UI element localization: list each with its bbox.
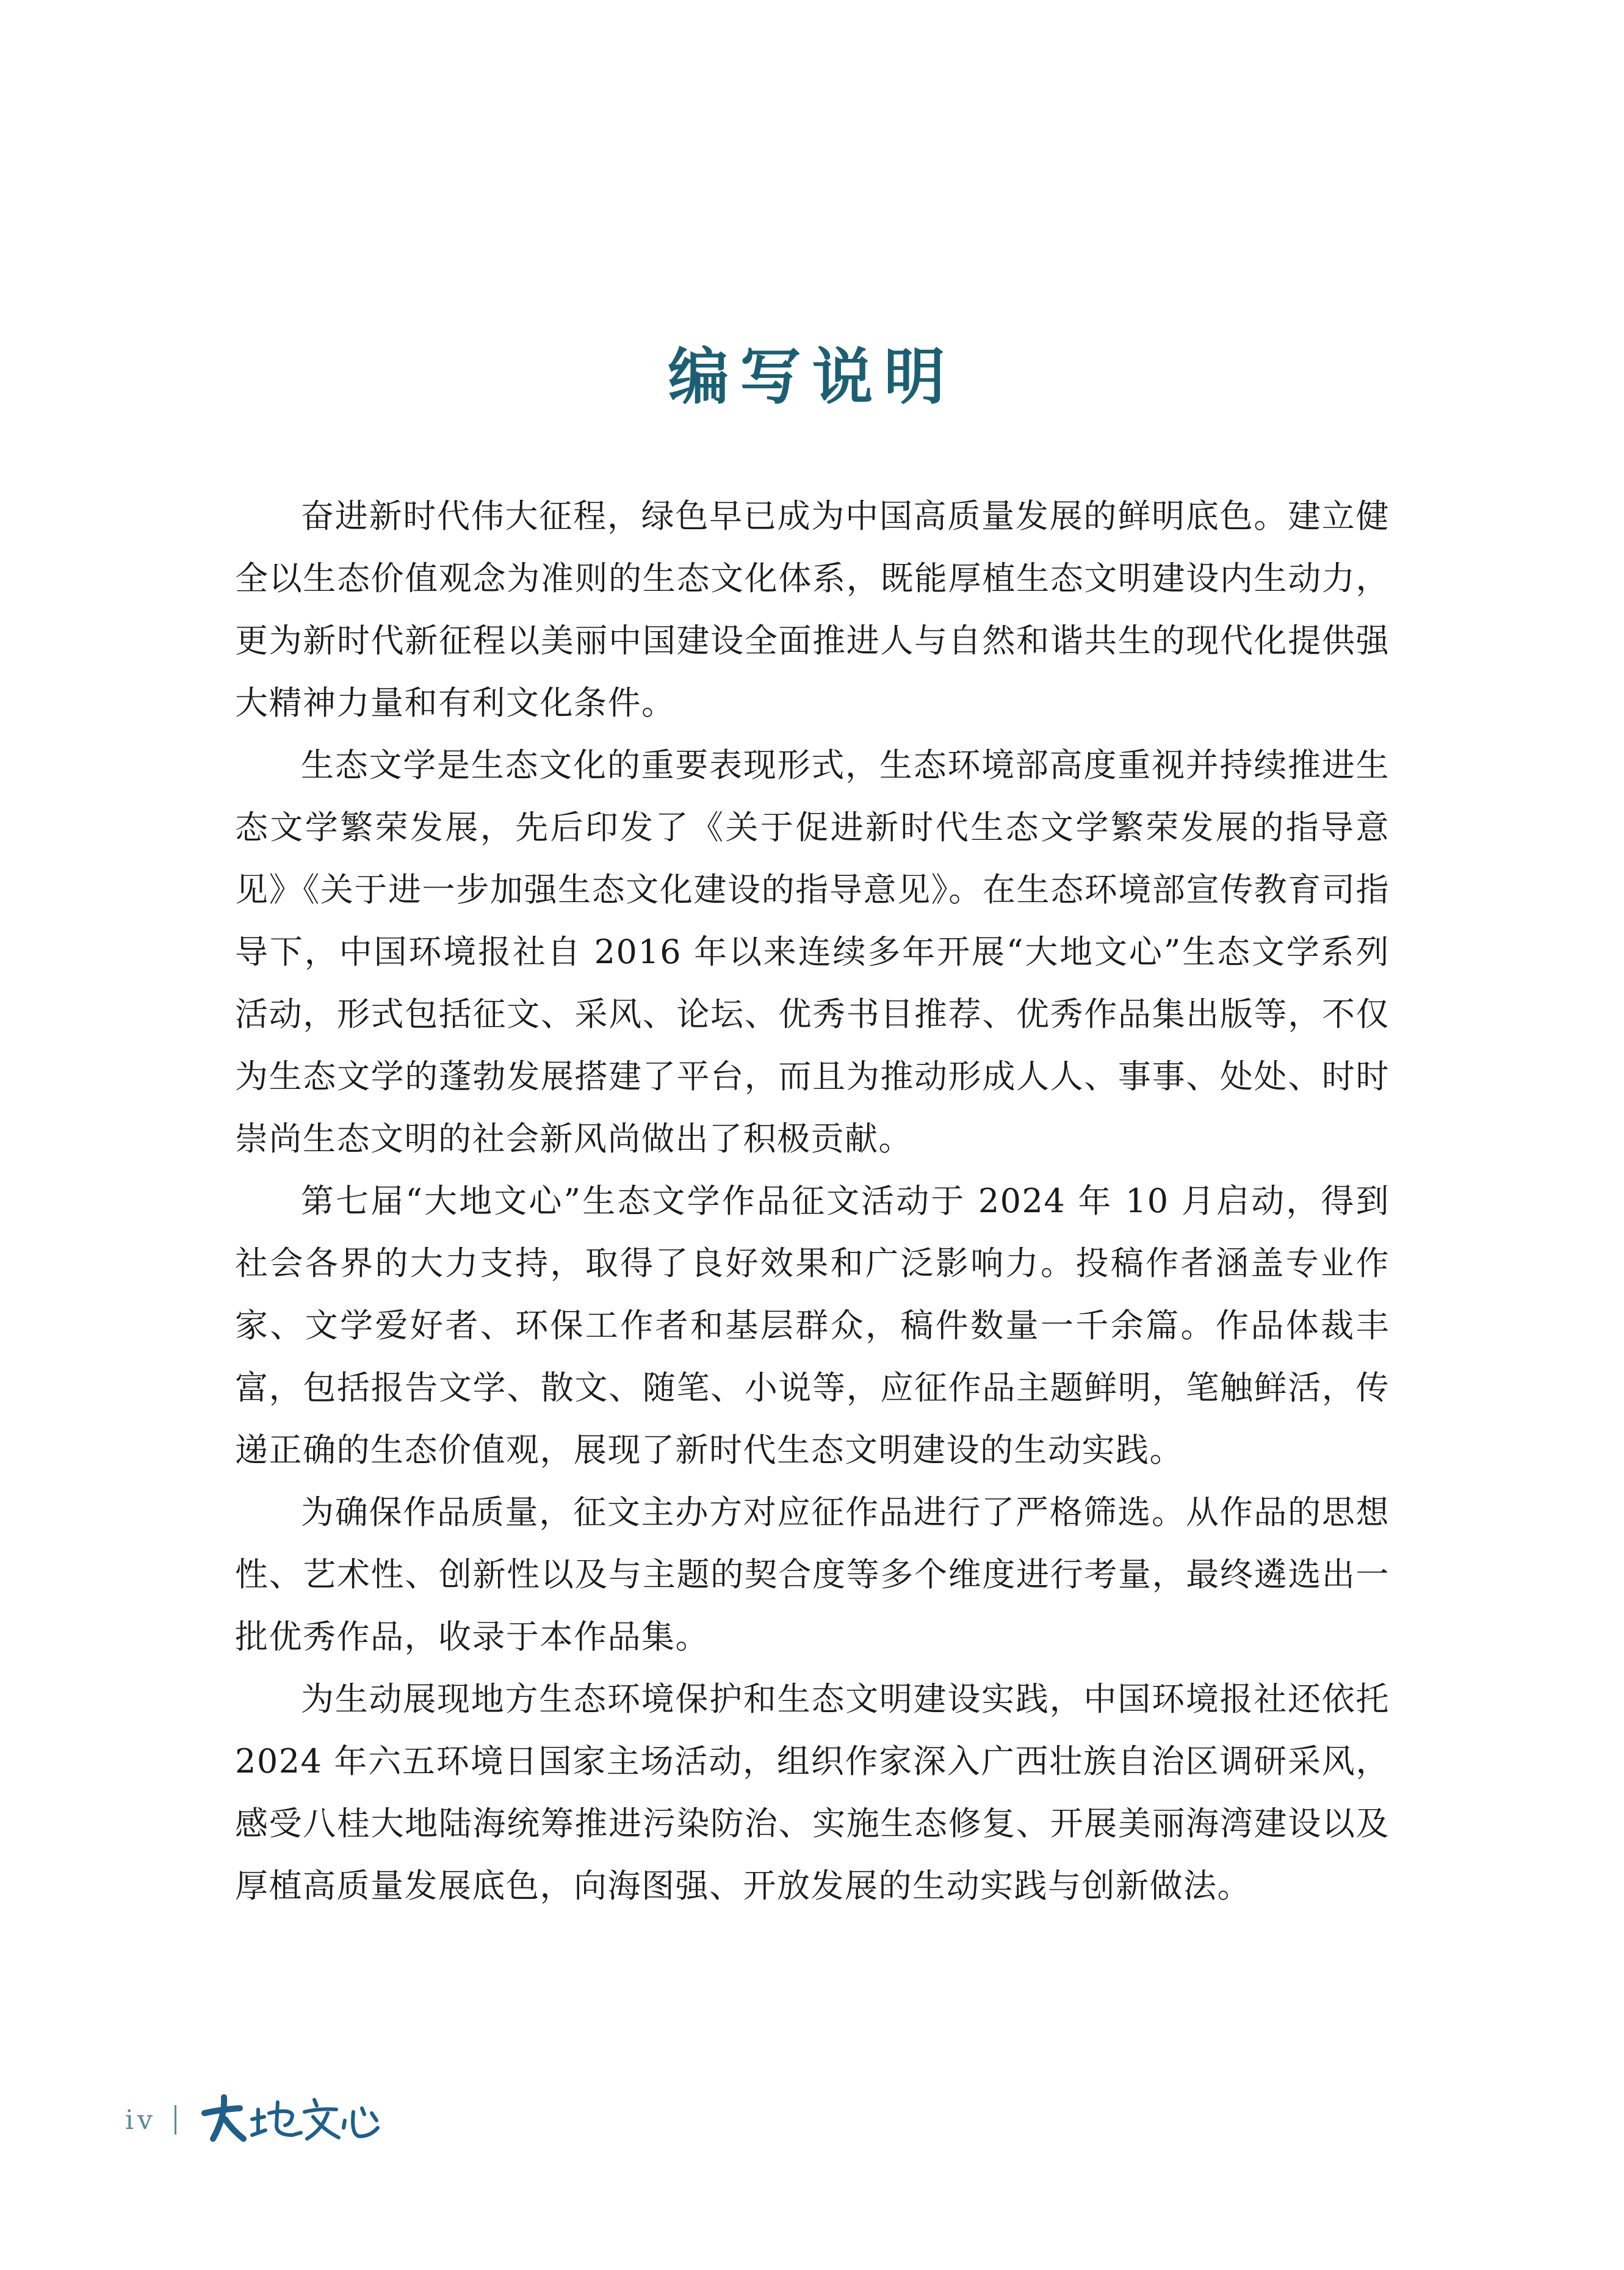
body-text [235, 485, 1390, 1917]
dadi-wenxin-logo [200, 2092, 383, 2147]
paragraph: 生态文学是生态文化的重要表现形式，生态环境部高度重视并持续推进生态文学繁荣发展，先后印发了《关于促进新时代生态文学繁荣发展的指导意见》《关于进一步加强生态文化建设的指导意见》。在生态环境部宣传教育司指导下，中国环境报社自 2016 年以来连续多年开展“大地文心”生态文学系列活动，形式包括征文、采风、论坛、优秀书目推荐、优秀作品集出版等，不仅为生态文学的蓬勃发展搭建了平台，而且为推动形成人人、事事、处处、时时崇尚生态文明的社会新风尚做出了积极贡献。 [235, 746, 1390, 1158]
page-title: 编写说明 [668, 341, 956, 413]
paragraph: 奋进新时代伟大征程，绿色早已成为中国高质量发展的鲜明底色。建立健全以生态价值观念为准则的生态文化体系，既能厚植生态文明建设内生动力，更为新时代新征程以美丽中国建设全面推进人与自然和谐共生的现代化提供强大精神力量和有利文化条件。 [235, 497, 1390, 722]
page-footer [125, 2092, 383, 2147]
paragraph: 第七届“大地文心”生态文学作品征文活动于 2024 年 10 月启动，得到社会各界的大力支持，取得了良好效果和广泛影响力。投稿作者涵盖专业作家、文学爱好者、环保工作者和基层群众，稿件数量一千余篇。作品体裁丰富，包括报告文学、散文、随笔、小说等，应征作品主题鲜明，笔触鲜活，传递正确的生态价值观，展现了新时代生态文明建设的生动实践。 [235, 1182, 1390, 1469]
footer-divider [175, 2105, 176, 2134]
page-number: iv [125, 2104, 156, 2136]
paragraph: 为确保作品质量，征文主办方对应征作品进行了严格筛选。从作品的思想性、艺术性、创新性以及与主题的契合度等多个维度进行考量，最终遴选出一批优秀作品，收录于本作品集。 [235, 1493, 1390, 1656]
paragraph: 为生动展现地方生态环境保护和生态文明建设实践，中国环境报社还依托 2024 年六五环境日国家主场活动，组织作家深入广西壮族自治区调研采风，感受八桂大地陆海统筹推进污染防治、实施生态修复、开展美丽海湾建设以及厚植高质量发展底色，向海图强、开放发展的生动实践与创新做法。 [235, 1680, 1390, 1905]
